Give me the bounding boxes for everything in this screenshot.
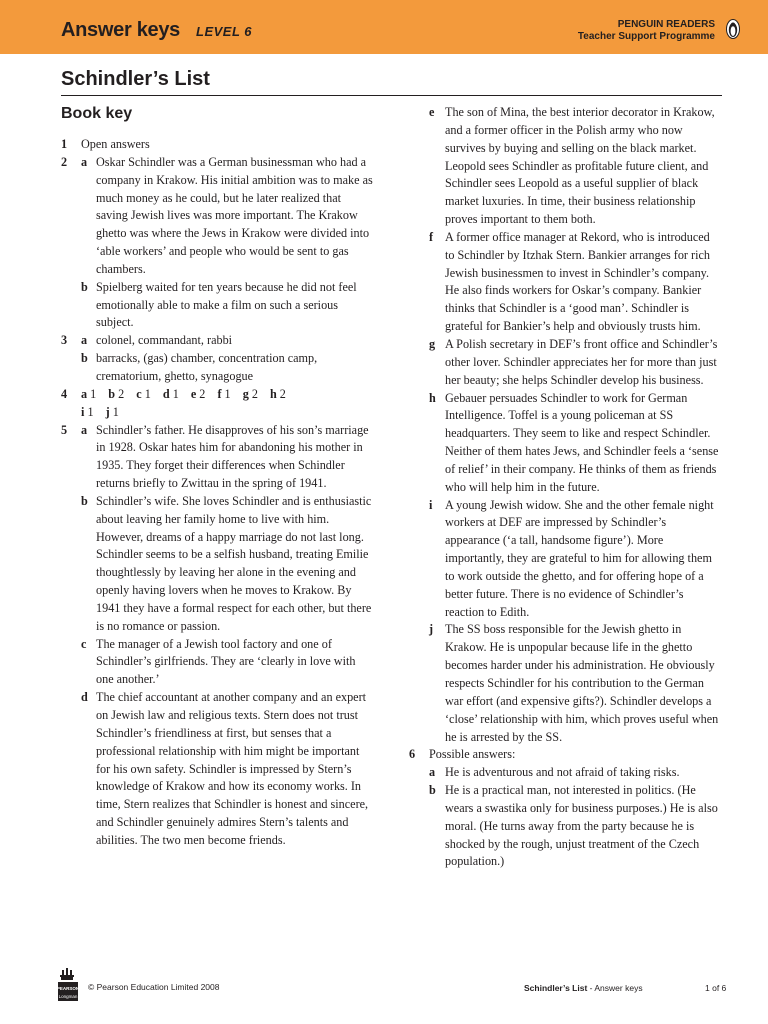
- answer-text: He is a practical man, not interested in politics. (He wears a swastika only for business purposes.) He is also moral. (He turns away from the party because he is shocked by the rough, unjust treatment of the Czech population.): [445, 783, 718, 869]
- question-1: [61, 136, 373, 154]
- answer-text: Possible answers:: [429, 747, 516, 762]
- answer-text: colonel, commandant, rabbi: [96, 333, 233, 348]
- answer-text: The manager of a Jewish tool factory and one of Schindler’s girlfriends. They are ‘clearly in love with one another.’: [96, 636, 356, 687]
- answer-text: A young Jewish widow. She and the other female night workers at DEF are impressed by Schindler’s appearance (‘a tall, handsome figure’). More importantly, they are grateful to him for allowing them to work outside the ghetto, and for offering hope of a better future. There is no evidence of Schindler’s reaction to Edith.: [445, 497, 714, 619]
- question-6: [409, 746, 722, 764]
- answer-text: Schindler’s father. He disapproves of his son’s marriage in 1928. Oskar hates him for abandoning his mother in 1935. They forget their differences when Schindler returns briefly to Zwittau in the spring of 1941.: [96, 422, 369, 491]
- answer-letter: b: [81, 351, 88, 366]
- footer-subtitle: - Answer keys: [587, 983, 643, 993]
- question-5f: [409, 229, 722, 336]
- answer-letter: g: [429, 336, 436, 351]
- answer-letter: j: [429, 622, 434, 637]
- question-number: 4: [61, 386, 68, 401]
- answer-letter: a: [429, 765, 436, 780]
- question-number: 3: [61, 333, 68, 348]
- penguin-logo-icon: [726, 19, 740, 39]
- answer-text: barracks, (gas) chamber, concentration camp, crematorium, ghetto, synagogue: [96, 351, 318, 383]
- answer-text: Gebauer persuades Schindler to work for German Intelligence. Toffel is a young policeman at SS headquarters. They seem to like and respect Schindler. Neither of them hates Jews, and Schindler feels a ‘sense of relief’ in their company. He thinks of them as friends who will help him in the future.: [445, 390, 719, 494]
- match-answers-line-2: i 1 j 1: [81, 404, 119, 419]
- svg-text:PEARSON: PEARSON: [56, 986, 80, 991]
- answer-text: He is adventurous and not afraid of taking risks.: [445, 765, 680, 780]
- question-3a: [61, 332, 373, 350]
- question-5h: [409, 390, 722, 497]
- answer-letter: f: [429, 229, 434, 244]
- question-3b: [61, 350, 373, 386]
- answer-text: A Polish secretary in DEF’s front office and Schindler’s other lover. Schindler appreciates her for more than just her beauty; she helps Schindler develop his business.: [445, 336, 718, 387]
- question-5e: [409, 104, 722, 229]
- question-6a: [409, 764, 722, 782]
- footer-book-title: Schindler’s List: [524, 983, 588, 993]
- title-divider: [61, 95, 722, 96]
- question-5b: [61, 493, 373, 636]
- answer-text: The chief accountant at another company and an expert on Jewish law and religious texts. Stern does not trust Schindler’s friendliness at first, but senses that a professional relationship with him might be important for his own safety. Schindler is impressed by Stern’s knowledge of Krakow and how its economy works. In time, Stern realizes that Schindler is honest and sincere, and Schindler genuinely admires Stern’s talents and abilities. The two men become friends.: [96, 690, 369, 847]
- answer-letter: b: [81, 493, 88, 508]
- brand-programme: Teacher Support Programme: [577, 31, 715, 42]
- answer-letter: b: [429, 783, 436, 798]
- question-5i: [409, 497, 722, 622]
- question-number: 5: [61, 422, 68, 437]
- question-2a: [61, 154, 373, 279]
- answer-text: Schindler’s wife. She loves Schindler and is enthusiastic about leaving her family home to live with him. However, dreams of a happy marriage do not last long. Schindler seems to be a selfish husband, treating Emilie thoughtlessly by leaving her alone in the evening and openly having lovers when he moves to Krakow. By 1941 they have a formal respect for each other, but there is no romance or passion.: [96, 493, 372, 633]
- answer-letter: a: [81, 154, 88, 169]
- answer-text: Oskar Schindler was a German businessman who had a company in Krakow. His initial ambition was to make as much money as he could, but he later realized that saving Jewish lives was more important. The Krakow ghetto was where the Jews in Krakow were divided into ‘able workers’ and people who would be sent to gas chambers.: [96, 154, 373, 276]
- header-level: LEVEL 6: [196, 24, 253, 39]
- question-6b: [409, 782, 722, 871]
- answer-letter: b: [81, 279, 88, 294]
- document-title: Schindler’s List: [61, 68, 210, 90]
- answer-text: A former office manager at Rekord, who is introduced to Schindler by Itzhak Stern. Bankier arranges for rich Jewish businessmen to invest in Schindler’s company. He also finds workers for Oskar’s company. Bankier thinks that Schindler is a ‘good man’. Schindler is grateful for Bankier’s help and obviously trusts him.: [445, 229, 710, 334]
- right-column: [409, 104, 722, 871]
- question-5a: [61, 422, 373, 493]
- match-answers-line-1: a 1 b 2 c 1 d 1 e 2 f 1 g 2 h 2: [81, 386, 286, 401]
- question-5j: [409, 621, 722, 746]
- copyright-notice: © Pearson Education Limited 2008: [88, 982, 220, 992]
- brand-name: PENGUIN READERS: [617, 19, 715, 30]
- answer-letter: c: [81, 636, 87, 651]
- question-5c: [61, 636, 373, 690]
- question-4: [61, 386, 373, 422]
- answer-text: The son of Mina, the best interior decorator in Krakow, and a former officer in the Polish army who now survives by buying and selling on the black market. Leopold sees Schindler as profitable future client, and Schindler sees Leopold as a useful supplier of black market luxuries. In time, their business relationship proves important to them both.: [445, 105, 715, 227]
- answer-letter: a: [81, 333, 88, 348]
- question-number: 1: [61, 137, 68, 151]
- page-number: 1 of 6: [705, 983, 727, 993]
- answer-letter: a: [81, 422, 88, 437]
- answer-letter: h: [429, 390, 436, 405]
- answer-letter: d: [81, 690, 88, 705]
- answer-letter: i: [429, 497, 433, 512]
- footer-document-title: [524, 983, 643, 993]
- answer-text: The SS boss responsible for the Jewish ghetto in Krakow. He is unpopular because life in the ghetto becomes harder under his administration. He obviously respects Schindler for his contribution to the German war effort (and expensive gifts?). Schindler develops a ‘close’ relationship with him, which proves useful when he is arrested by the SS.: [445, 622, 719, 744]
- answer-text: Open answers: [81, 137, 150, 151]
- answer-letter: e: [429, 105, 435, 119]
- header-title: Answer keys: [61, 19, 180, 41]
- question-number: 2: [61, 154, 68, 169]
- question-5d: [61, 689, 373, 850]
- svg-text:Longman: Longman: [58, 994, 78, 999]
- question-5g: [409, 336, 722, 390]
- left-column: [61, 136, 373, 850]
- pearson-longman-logo-icon: [52, 968, 84, 1002]
- answer-text: Spielberg waited for ten years because he did not feel emotionally able to make a film on such a serious subject.: [96, 279, 357, 330]
- section-heading: Book key: [61, 105, 133, 122]
- question-number: 6: [409, 747, 416, 762]
- question-2b: [61, 279, 373, 333]
